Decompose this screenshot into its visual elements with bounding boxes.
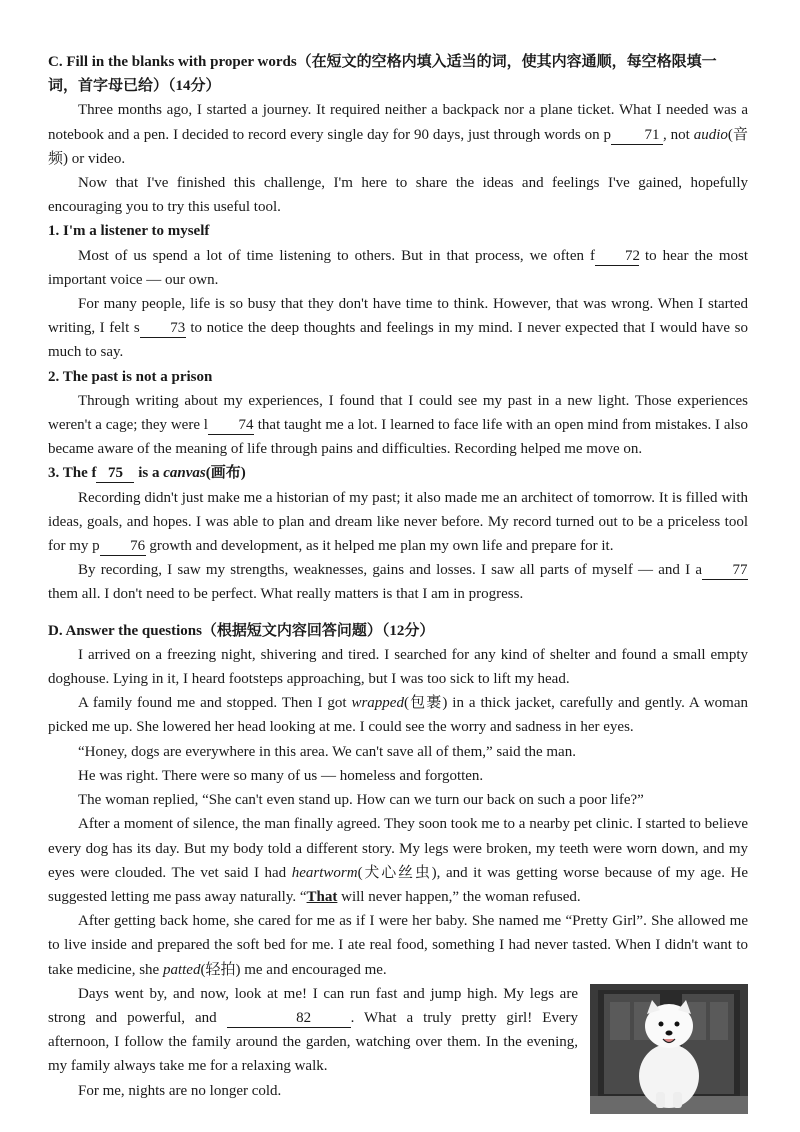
section-c-heading-line1: C. Fill in the blanks with proper words（在短文的空格内填入适当的词，使其内容通顺，每空格限填一 xyxy=(48,54,717,70)
blank-73[interactable]: 73 xyxy=(140,320,186,338)
story-paragraph-5: The woman replied, “She can't even stand up. How can we turn our back on such a poor life?” xyxy=(78,792,644,809)
story-paragraph-9: For me, nights are no longer cold. xyxy=(78,1082,282,1099)
blank-72[interactable]: 72 xyxy=(595,248,639,266)
story-paragraph-1: I arrived on a freezing night, shivering and tired. I searched for any kind of shelter and found a small empty doghouse. Lying in it, I heard footsteps approaching, but I was too sick to lift my head. xyxy=(48,646,748,688)
story-paragraph-8: Days went by, and now, look at me! I can run fast and jump high. My legs are strong and powerful, and 82 . What a truly pretty girl! Every afternoon, I follow the family around the garden, watching over them. In the evening, my family always take me for a relaxing walk. xyxy=(48,985,579,1075)
blank-77[interactable]: 77 xyxy=(702,562,748,580)
subsection-3-paragraph-2: By recording, I saw my strengths, weaknesses, gains and losses. I saw all parts of myself — and I a 77 them all. I don't need to be perfect. What really matters is that I am in progress. xyxy=(48,562,748,603)
section-d-heading: D. Answer the questions（根据短文内容回答问题）（12分） xyxy=(48,622,435,639)
underlined-that: That xyxy=(306,888,338,905)
section-c-heading-line2: 词，首字母已给）（14分） xyxy=(48,78,221,95)
intro-paragraph-2: Now that I've finished this challenge, I'm here to share the ideas and feelings I've gained, hopefully encouraging you to try this useful tool. xyxy=(48,175,748,216)
story-paragraph-6: After a moment of silence, the man finally agreed. They soon took me to a nearby pet clinic. I started to believe every dog has its day. But my body told a different story. My legs were broken, my teeth were worn down, and my eyes were clouded. The vet said I had heartworm(犬心丝虫), and it was getting worse because of my age. He suggested letting me pass away naturally. “That will never happen,” the woman refused. xyxy=(48,816,749,905)
story-paragraph-7: After getting back home, she cared for me as if I were her baby. She named me “Pretty Girl”. She allowed me to live inside and prepared the soft bed for me. I ate real food, something I had never tasted. When I didn't want to take medicine, she patted(轻拍) me and encouraged me. xyxy=(48,913,748,978)
story-paragraph-4: He was right. There were so many of us — homeless and forgotten. xyxy=(78,767,484,784)
subsection-2-title: 2. The past is not a prison xyxy=(48,368,213,385)
blank-71[interactable]: 71 xyxy=(611,127,663,145)
subsection-3-paragraph-1: Recording didn't just make me a historian of my past; it also made me an architect of tomorrow. It is filled with ideas, goals, and hopes. I was able to plan and dream like never before. My record turned out to be a priceless tool for my p 76 growth and development, as it helped me plan my own life and prepare for it. xyxy=(48,489,748,555)
subsection-1-title: 1. I'm a listener to myself xyxy=(48,223,210,240)
blank-82[interactable]: 82 xyxy=(227,1010,351,1028)
subsection-2-paragraph-1: Through writing about my experiences, I found that I could see my past in a new light. Those experiences weren't a cage; they were l 74 that taught me a lot. I learned to face life with an open mind from mistakes. I also became aware of the meaning of life through pains and difficulties. Recording helped me move on. xyxy=(48,392,749,458)
blank-76[interactable]: 76 xyxy=(100,538,146,556)
blank-75[interactable]: 75 xyxy=(96,465,134,483)
subsection-1-paragraph-1: Most of us spend a lot of time listening to others. But in that process, we often f 72 to hear the most important voice — our own. xyxy=(48,247,748,288)
story-paragraph-2: A family found me and stopped. Then I got wrapped(包裹) in a thick jacket, carefully and gently. A woman picked me up. She lowered her head looking at me. I could see the worry and sadness in her eyes. xyxy=(48,695,748,736)
subsection-1-paragraph-2: For many people, life is so busy that they don't have time to think. However, that was wrong. When I started writing, I felt s 73 to notice the deep thoughts and feelings in my mind. I never expected that I would have so much to say. xyxy=(48,296,749,361)
section-c-heading xyxy=(48,50,748,98)
dog-photo xyxy=(590,984,748,1114)
blank-74[interactable]: 74 xyxy=(208,417,254,435)
intro-paragraph-1: Three months ago, I started a journey. It required neither a backpack nor a plane ticket. What I needed was a notebook and a pen. I decided to record every single day for 90 days, just through words on p 71 , not audio(音频) or video. xyxy=(48,102,748,167)
story-paragraph-3: “Honey, dogs are everywhere in this area. We can't save all of them,” said the man. xyxy=(78,743,576,760)
subsection-3-title: 3. The f 75 is a canvas(画布) xyxy=(48,465,246,482)
